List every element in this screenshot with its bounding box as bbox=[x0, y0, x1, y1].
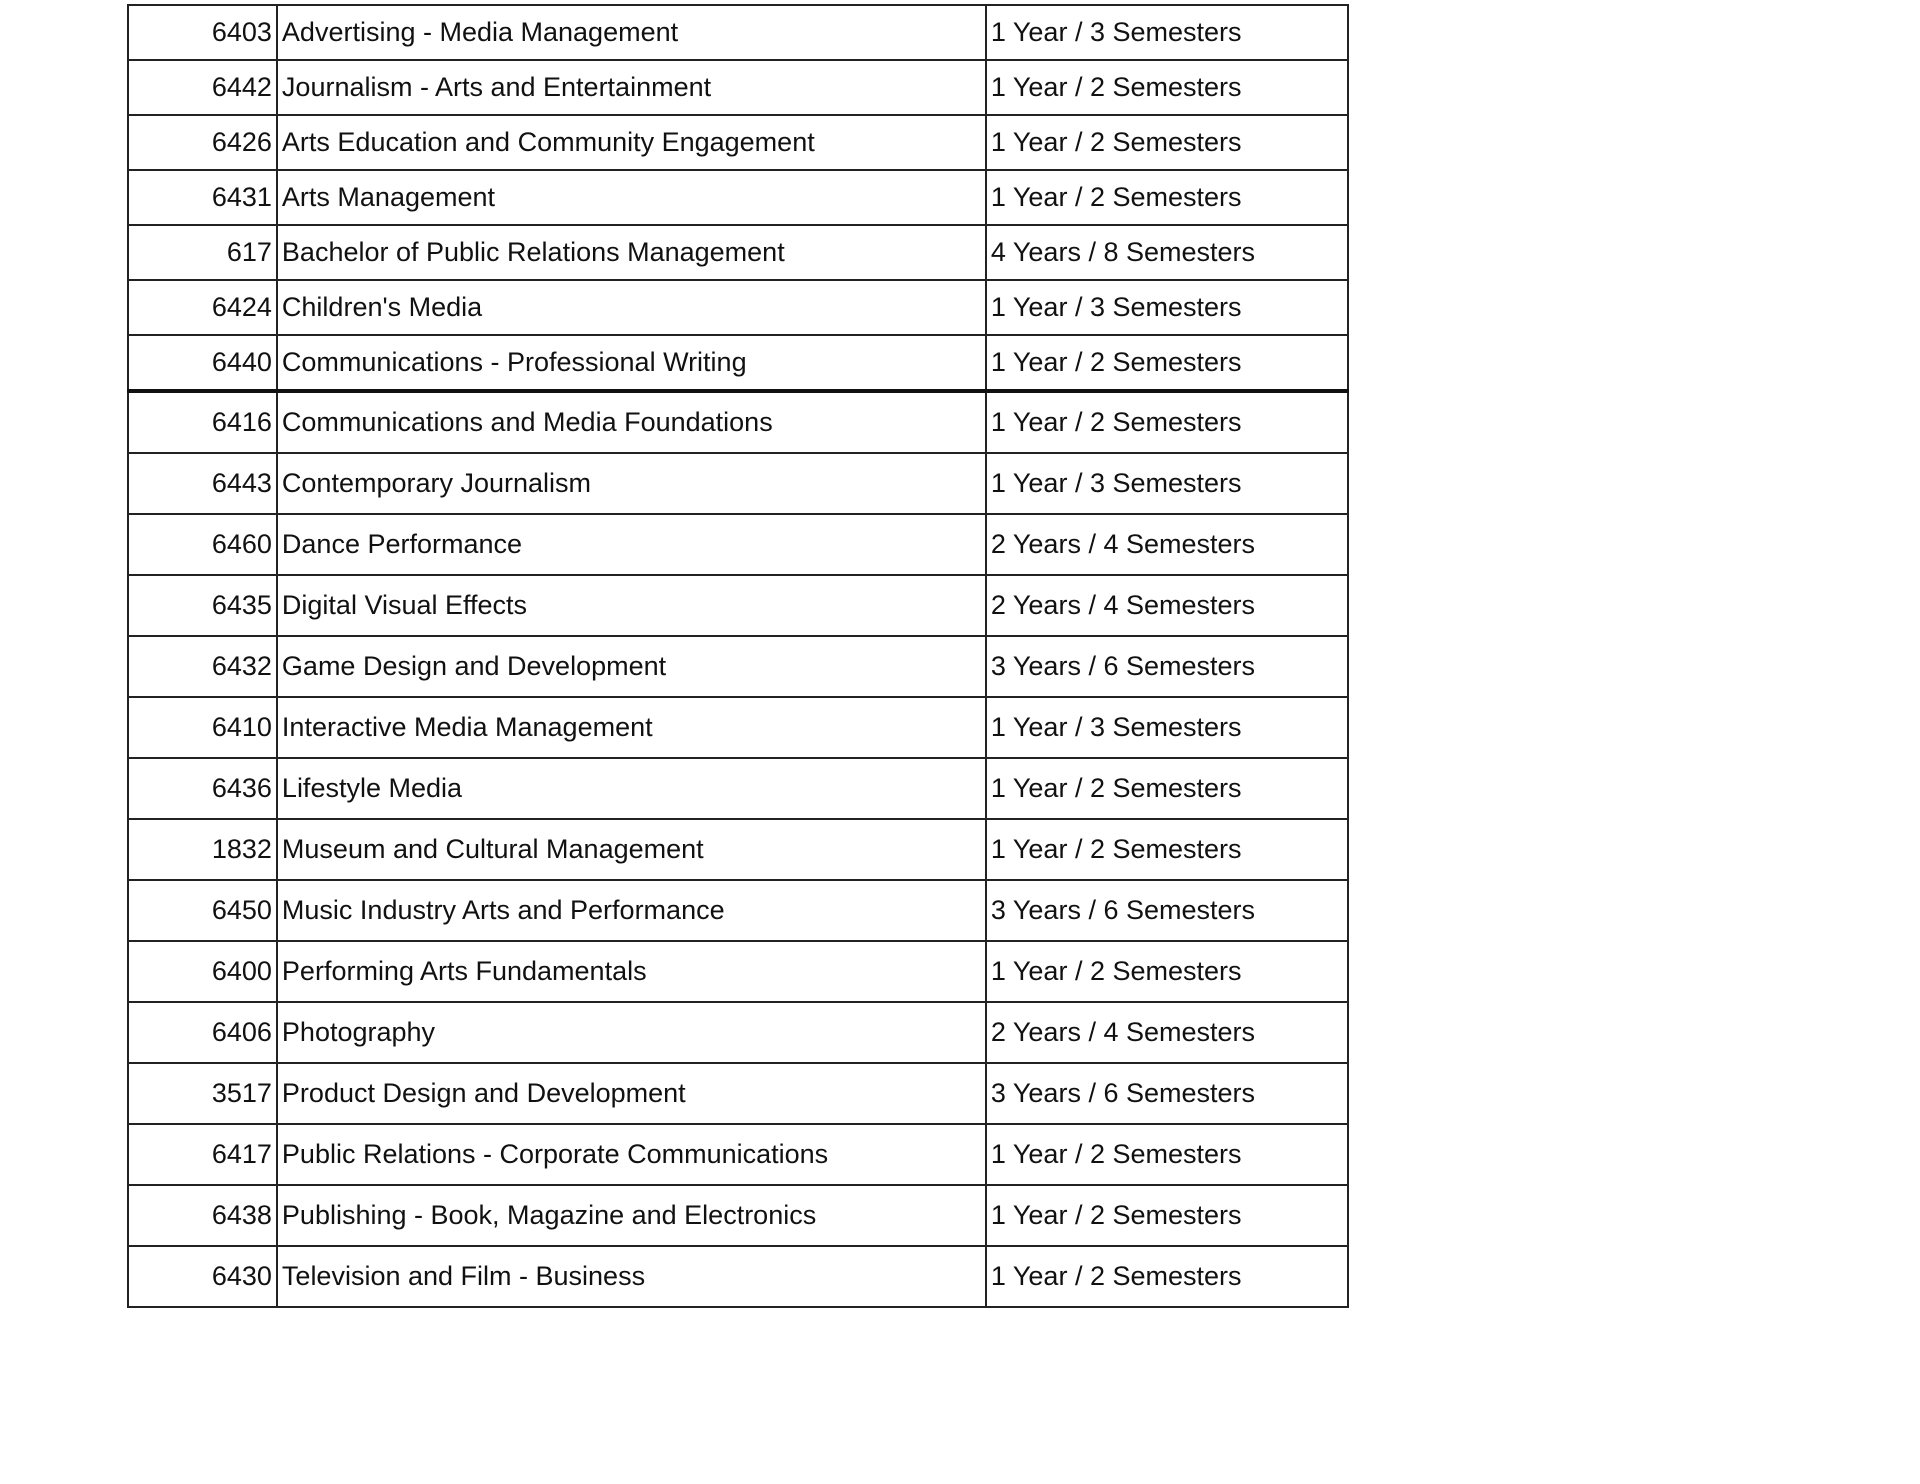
program-code-cell: 6438 bbox=[128, 1185, 277, 1246]
program-code-cell: 6426 bbox=[128, 115, 277, 170]
program-name-cell: Communications and Media Foundations bbox=[277, 391, 986, 453]
table-row bbox=[128, 1124, 1348, 1185]
table-row bbox=[128, 335, 1348, 391]
table-row bbox=[128, 514, 1348, 575]
table-row bbox=[128, 225, 1348, 280]
program-name-cell: Communications - Professional Writing bbox=[277, 335, 986, 391]
program-name-cell: Advertising - Media Management bbox=[277, 5, 986, 60]
program-code-cell: 6442 bbox=[128, 60, 277, 115]
program-name-cell: Contemporary Journalism bbox=[277, 453, 986, 514]
program-name-cell: Dance Performance bbox=[277, 514, 986, 575]
program-name-cell: Bachelor of Public Relations Management bbox=[277, 225, 986, 280]
program-code-cell: 617 bbox=[128, 225, 277, 280]
program-duration-cell: 1 Year / 2 Semesters bbox=[986, 391, 1348, 453]
table-row bbox=[128, 1063, 1348, 1124]
program-code-cell: 6450 bbox=[128, 880, 277, 941]
program-duration-cell: 3 Years / 6 Semesters bbox=[986, 880, 1348, 941]
table-row bbox=[128, 758, 1348, 819]
table-row bbox=[128, 697, 1348, 758]
program-duration-cell: 3 Years / 6 Semesters bbox=[986, 1063, 1348, 1124]
program-duration-cell: 1 Year / 2 Semesters bbox=[986, 758, 1348, 819]
program-name-cell: Game Design and Development bbox=[277, 636, 986, 697]
program-code-cell: 6432 bbox=[128, 636, 277, 697]
programs-table-body bbox=[128, 5, 1348, 1307]
program-code-cell: 6403 bbox=[128, 5, 277, 60]
program-duration-cell: 4 Years / 8 Semesters bbox=[986, 225, 1348, 280]
table-row bbox=[128, 1246, 1348, 1307]
table-row bbox=[128, 170, 1348, 225]
program-name-cell: Lifestyle Media bbox=[277, 758, 986, 819]
program-code-cell: 6410 bbox=[128, 697, 277, 758]
program-name-cell: Publishing - Book, Magazine and Electronics bbox=[277, 1185, 986, 1246]
program-name-cell: Product Design and Development bbox=[277, 1063, 986, 1124]
program-code-cell: 6416 bbox=[128, 391, 277, 453]
table-row bbox=[128, 5, 1348, 60]
program-duration-cell: 1 Year / 2 Semesters bbox=[986, 60, 1348, 115]
program-code-cell: 6436 bbox=[128, 758, 277, 819]
program-duration-cell: 1 Year / 2 Semesters bbox=[986, 1246, 1348, 1307]
program-code-cell: 6435 bbox=[128, 575, 277, 636]
programs-table bbox=[127, 4, 1349, 1308]
table-row bbox=[128, 115, 1348, 170]
program-code-cell: 6443 bbox=[128, 453, 277, 514]
program-name-cell: Television and Film - Business bbox=[277, 1246, 986, 1307]
program-duration-cell: 1 Year / 2 Semesters bbox=[986, 1185, 1348, 1246]
program-name-cell: Digital Visual Effects bbox=[277, 575, 986, 636]
program-name-cell: Museum and Cultural Management bbox=[277, 819, 986, 880]
program-duration-cell: 1 Year / 3 Semesters bbox=[986, 5, 1348, 60]
program-name-cell: Children's Media bbox=[277, 280, 986, 335]
table-row bbox=[128, 941, 1348, 1002]
table-row bbox=[128, 636, 1348, 697]
table-row bbox=[128, 575, 1348, 636]
program-code-cell: 1832 bbox=[128, 819, 277, 880]
program-duration-cell: 1 Year / 2 Semesters bbox=[986, 170, 1348, 225]
program-code-cell: 6460 bbox=[128, 514, 277, 575]
program-duration-cell: 2 Years / 4 Semesters bbox=[986, 1002, 1348, 1063]
program-name-cell: Public Relations - Corporate Communications bbox=[277, 1124, 986, 1185]
program-code-cell: 6400 bbox=[128, 941, 277, 1002]
table-row bbox=[128, 391, 1348, 453]
program-duration-cell: 1 Year / 2 Semesters bbox=[986, 115, 1348, 170]
program-name-cell: Arts Management bbox=[277, 170, 986, 225]
program-name-cell: Journalism - Arts and Entertainment bbox=[277, 60, 986, 115]
table-row bbox=[128, 60, 1348, 115]
program-duration-cell: 1 Year / 2 Semesters bbox=[986, 335, 1348, 391]
program-code-cell: 6424 bbox=[128, 280, 277, 335]
table-row bbox=[128, 453, 1348, 514]
program-code-cell: 6406 bbox=[128, 1002, 277, 1063]
program-duration-cell: 1 Year / 3 Semesters bbox=[986, 280, 1348, 335]
table-row bbox=[128, 1002, 1348, 1063]
table-row bbox=[128, 280, 1348, 335]
program-duration-cell: 1 Year / 3 Semesters bbox=[986, 697, 1348, 758]
program-code-cell: 6431 bbox=[128, 170, 277, 225]
table-row bbox=[128, 880, 1348, 941]
program-name-cell: Interactive Media Management bbox=[277, 697, 986, 758]
program-name-cell: Arts Education and Community Engagement bbox=[277, 115, 986, 170]
program-duration-cell: 1 Year / 3 Semesters bbox=[986, 453, 1348, 514]
program-name-cell: Music Industry Arts and Performance bbox=[277, 880, 986, 941]
program-duration-cell: 3 Years / 6 Semesters bbox=[986, 636, 1348, 697]
table-row bbox=[128, 819, 1348, 880]
program-name-cell: Performing Arts Fundamentals bbox=[277, 941, 986, 1002]
program-code-cell: 6440 bbox=[128, 335, 277, 391]
program-code-cell: 6417 bbox=[128, 1124, 277, 1185]
program-duration-cell: 1 Year / 2 Semesters bbox=[986, 941, 1348, 1002]
program-duration-cell: 1 Year / 2 Semesters bbox=[986, 1124, 1348, 1185]
program-duration-cell: 2 Years / 4 Semesters bbox=[986, 514, 1348, 575]
program-name-cell: Photography bbox=[277, 1002, 986, 1063]
program-duration-cell: 2 Years / 4 Semesters bbox=[986, 575, 1348, 636]
program-duration-cell: 1 Year / 2 Semesters bbox=[986, 819, 1348, 880]
program-code-cell: 3517 bbox=[128, 1063, 277, 1124]
program-code-cell: 6430 bbox=[128, 1246, 277, 1307]
table-row bbox=[128, 1185, 1348, 1246]
